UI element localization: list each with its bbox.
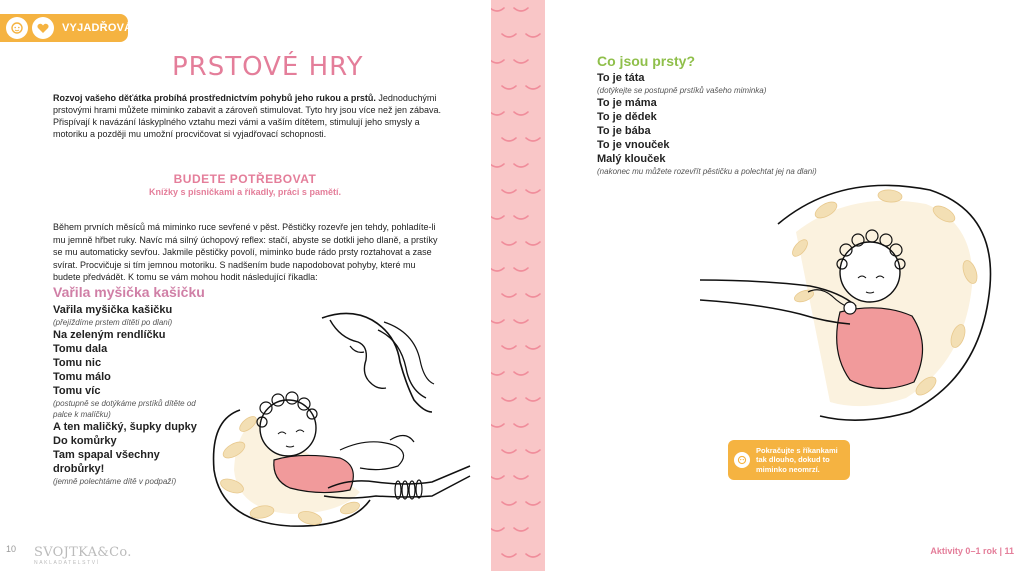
publisher-logo-sub: NAKLADATELSTVÍ [34,560,100,566]
center-stripe [491,0,545,571]
illustration-baby-finger [700,176,1000,426]
need-items: Knížky s písničkami a říkadly, práci s pamětí. [149,187,341,197]
poem-right-line: To je táta [597,72,645,84]
illustration-mother-baby [200,300,490,540]
poem-left-line: Tomu nic [53,357,102,369]
page-footer-right: Aktivity 0–1 rok | 11 [930,546,1014,556]
poem-right-note: (dotýkejte se postupně prstíků vašeho miminka) [597,86,767,95]
poem-left-note: (přejíždíme prstem dítěti po dlani) [53,318,173,327]
poem-left-line: Do komůrky [53,435,117,447]
poem-left-lines [53,303,213,487]
baby-face-icon [734,452,750,468]
poem-left-line: drobůrky! [53,463,105,475]
poem-right-line: Malý klouček [597,153,666,165]
poem-right-note: (nakonec mu můžete rozevřít pěstičku a polechtat jej na dlani) [597,167,817,176]
body-paragraph: Během prvních měsíců má miminko ruce sevřené v pěst. Pěstičky rozevře jen tehdy, pohladíte-li mu jemně hřbet ruky. Navíc má silný úchopový reflex: stačí, abyste se dotkli jeho dlaně, a prstíky se mu automaticky sevřou. Jakmile pěstičky povolí, miminko bude rádo prsty roztahovat a zase svírat. Procvičuje si tím jemnou motoriku. S nadšením bude napodobovat pohyby, které mu budete předvádět. K tomu se vám mohou hodit následující říkadla: [53,222,438,282]
need-heading: BUDETE POTŘEBOVAT [173,172,317,186]
intro-paragraph [53,92,443,140]
poem-left-line: Tomu málo [53,371,111,383]
publisher-logo: SVOJTKA&Co. [34,545,132,560]
poem-right-line: To je máma [597,97,657,109]
poem-left-line: A ten maličký, šupky dupky [53,421,197,433]
poem-right-line: To je dědek [597,111,657,123]
page-title: PRSTOVÉ HRY [172,52,364,82]
page-number-left: 10 [6,544,17,554]
poem-left-note: (postupně se dotýkáme prstíků dítěte od palce k malíčku) [53,399,196,419]
poem-left-line: Vařila myšička kašičku [53,304,173,316]
section-tag [0,14,144,42]
poem-right-line: To je bába [597,125,651,137]
poem-left-line: Na zeleným rendlíčku [53,329,166,341]
poem-left-line: Tam spapal všechny [53,449,160,461]
poem-right-title: Co jsou prsty? [597,53,696,69]
poem-right-lines [597,71,827,177]
tip-box [728,440,850,480]
baby-face-icon [6,17,28,39]
poem-left-title: Vařila myšička kašičku [53,284,205,300]
section-tag-label: VYJADŘOVÁNÍ [62,22,144,34]
poem-left-line: Tomu víc [53,385,101,397]
tip-text: Pokračujte s říkankami tak dlouho, dokud to miminko neomrzí. [756,445,838,474]
stripe-pattern [491,0,545,571]
poem-left-note: (jemně polechtáme dítě v podpaží) [53,477,177,486]
poem-left-line: Tomu dala [53,343,108,355]
poem-right-line: To je vnouček [597,139,670,151]
poem-right [597,53,827,177]
intro-rest: Jednoduchými prstovými hrami můžete miminko zabavit a zároveň stimulovat. Tyto hry jsou více než jen zábava. Přispívají k navázání láskyplného vztahu mezi vámi a vaším dítětem, stimulují jeho smysly a motoriku a později mu umožní procvičovat si vyjadřovací schopnosti. [53,93,441,139]
poem-left [53,284,213,487]
heart-icon [32,17,54,39]
intro-bold: Rozvoj vašeho děťátka probíhá prostřednictvím pohybů jeho rukou a prstů. [53,93,376,103]
